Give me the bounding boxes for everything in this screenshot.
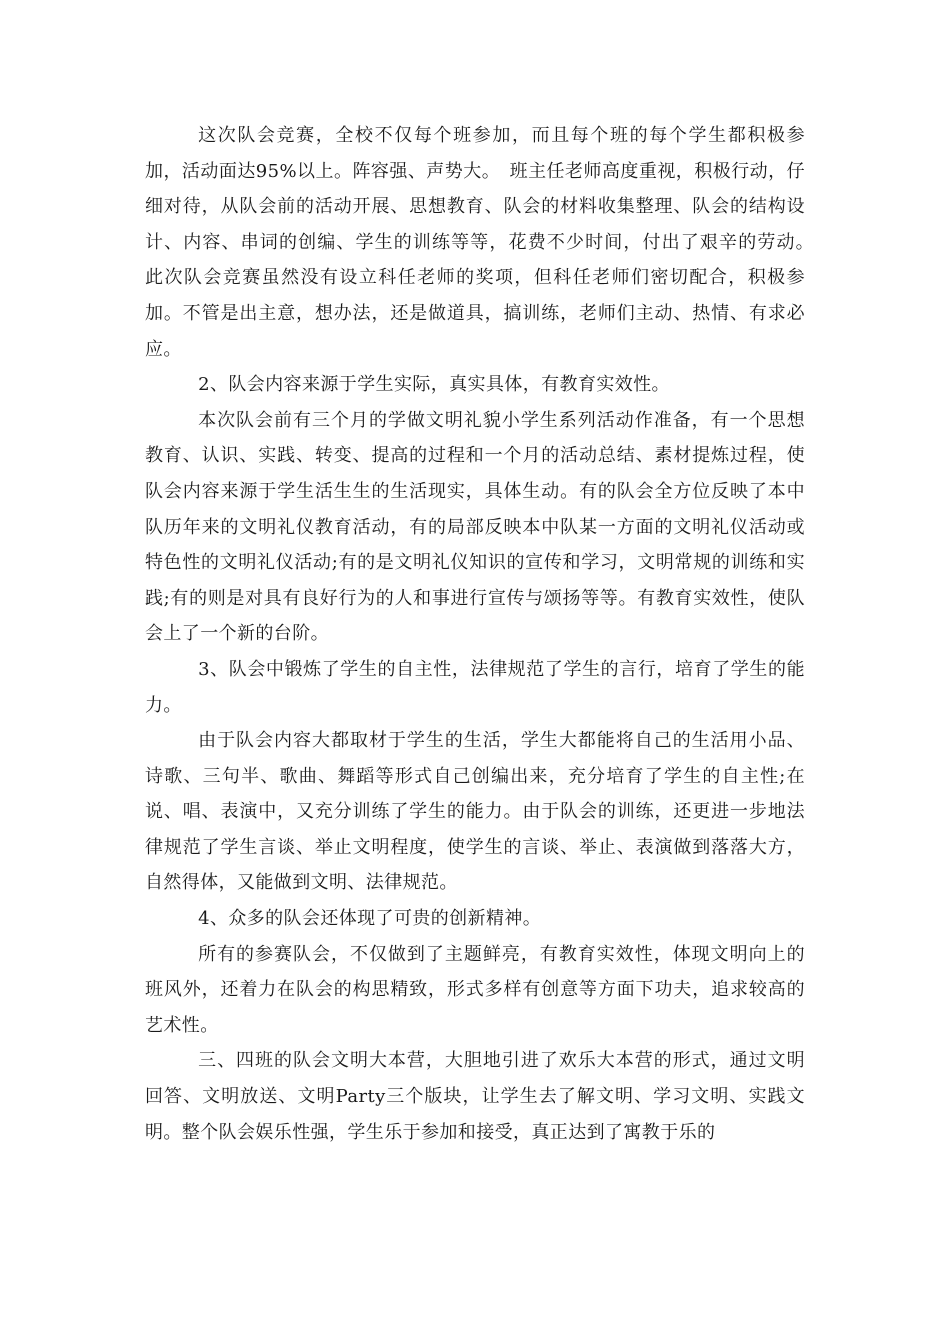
paragraph-5: 由于队会内容大都取材于学生的生活，学生大都能将自己的生活用小品、诗歌、三句半、歌曲、舞蹈等形式自己创编出来，充分培育了学生的自主性;在说、唱、表演中，又充分训练了学生的能力。由于队会的训练，还更进一步地法律规范了学生言谈、举止文明程度，使学生的言谈、举止、表演做到落落大方，自然得体，又能做到文明、法律规范。	[145, 730, 805, 894]
paragraph-4-heading: 3、队会中锻炼了学生的自主性，法律规范了学生的言行，培育了学生的能力。	[145, 658, 805, 716]
paragraph-6-heading: 4、众多的队会还体现了可贵的创新精神。	[198, 908, 542, 930]
paragraph-8: 三、四班的队会文明大本营，大胆地引进了欢乐大本营的形式，通过文明回答、文明放送、文明Party三个版块，让学生去了解文明、学习文明、实践文明。整个队会娱乐性强，学生乐于参加和接受，真正达到了寓教于乐的	[145, 1050, 805, 1143]
paragraph-7: 所有的参赛队会，不仅做到了主题鲜亮，有教育实效性，体现文明向上的班风外，还着力在队会的构思精致，形式多样有创意等方面下功夫，追求较高的艺术性。	[145, 943, 805, 1036]
document-body	[145, 118, 824, 1150]
paragraph-2-heading: 2、队会内容来源于学生实际，真实具体，有教育实效性。	[198, 374, 670, 396]
paragraph-3: 本次队会前有三个月的学做文明礼貌小学生系列活动作准备，有一个思想教育、认识、实践、转变、提高的过程和一个月的活动总结、素材提炼过程，使队会内容来源于学生活生生的生活现实，具体生动。有的队会全方位反映了本中队历年来的文明礼仪教育活动，有的局部反映本中队某一方面的文明礼仪活动或特色性的文明礼仪活动;有的是文明礼仪知识的宣传和学习，文明常规的训练和实践;有的则是对具有良好行为的人和事进行宣传与颂扬等等。有教育实效性，使队会上了一个新的台阶。	[145, 409, 805, 645]
paragraph-1: 这次队会竞赛，全校不仅每个班参加，而且每个班的每个学生都积极参加，活动面达95%以上。阵容强、声势大。 班主任老师高度重视，积极行动，仔细对待，从队会前的活动开展、思想教育、队会的材料收集整理、队会的结构设计、内容、串词的创编、学生的训练等等，花费不少时间，付出了艰辛的劳动。 此次队会竞赛虽然没有设立科任老师的奖项，但科任老师们密切配合，积极参加。不管是出主意，想办法，还是做道具，搞训练，老师们主动、热情、有求必应。	[145, 125, 824, 360]
